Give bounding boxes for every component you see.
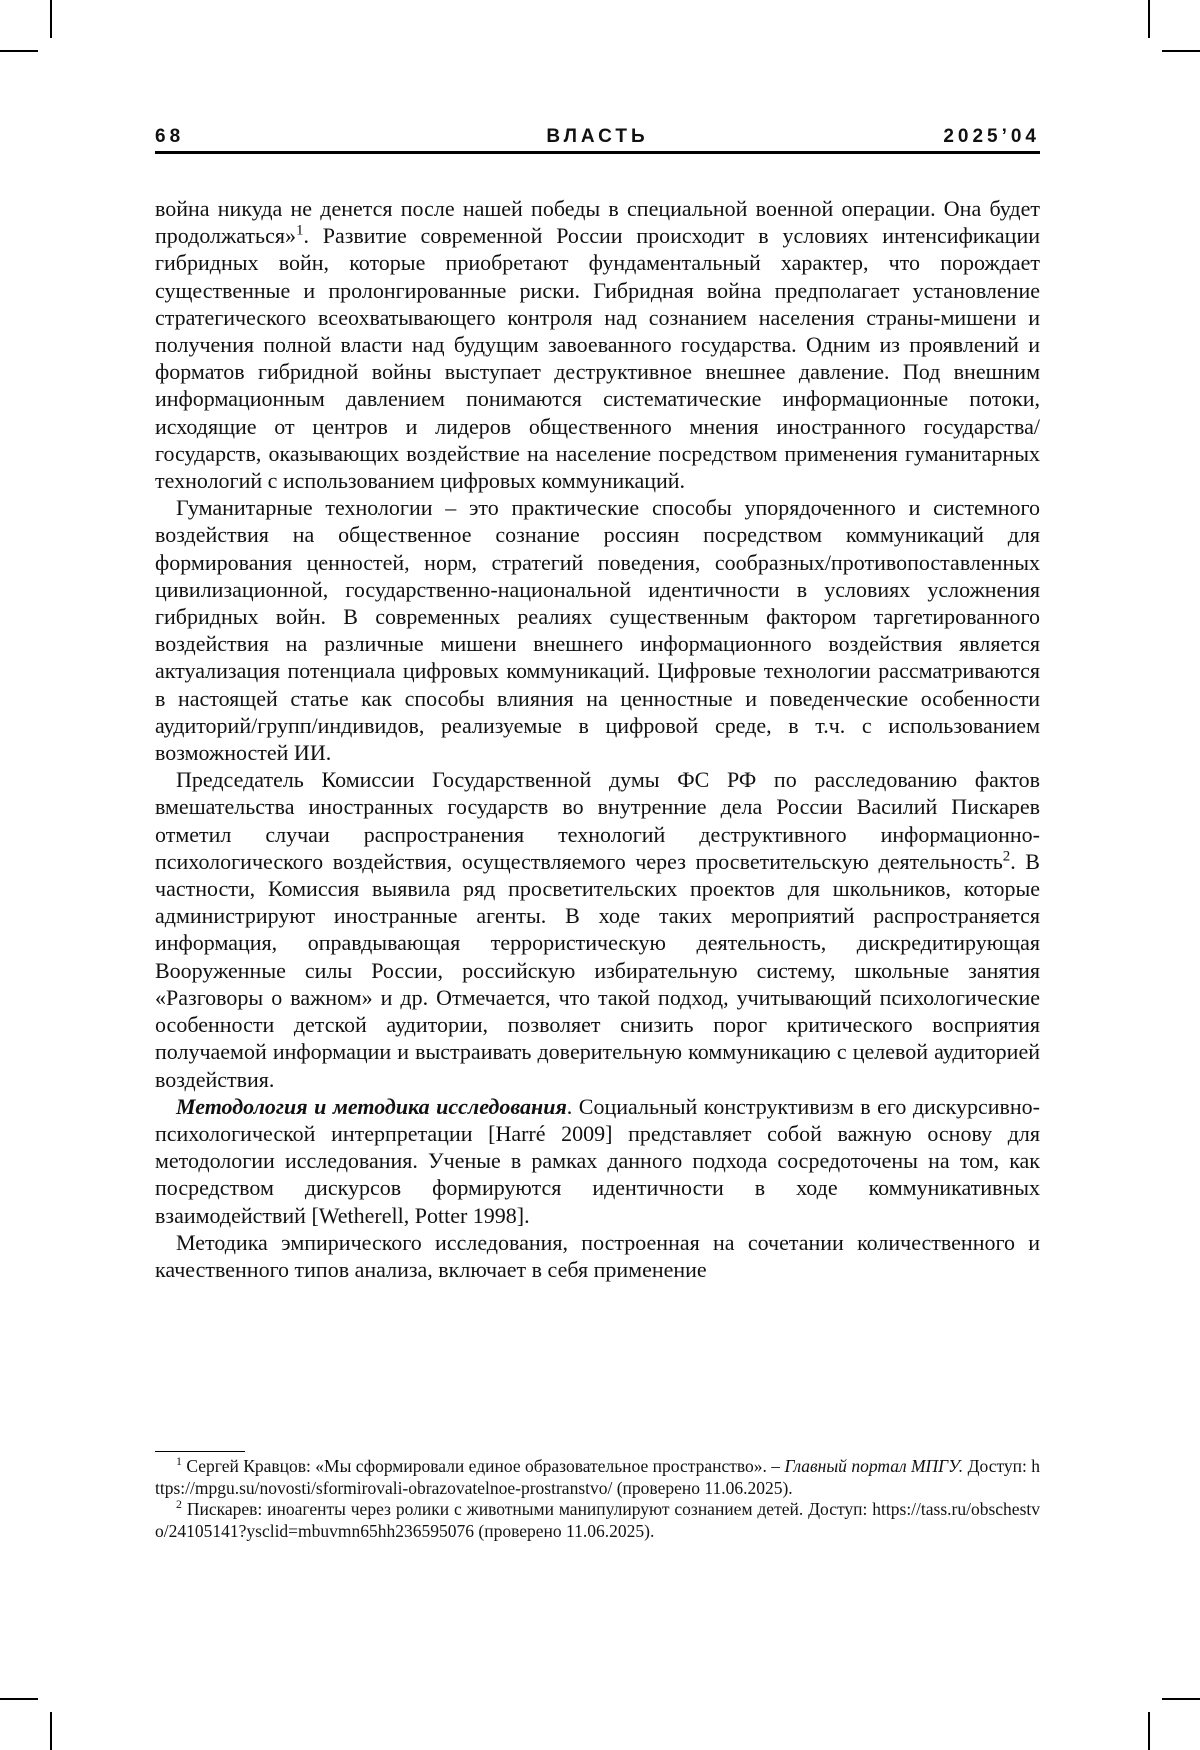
paragraph-2: Гуманитарные технологии – это практические способы упорядоченного и системного воздействия на общественное сознание россиян посредством коммуникаций для формирования ценностей, норм, стратегий поведения, сообразных/противопоставленных цивилизационной, государственно-национальной идентичности в условиях усложнения гибридных войн. В современных реалиях существенным фактором таргетированного воздействия на различные мишени внешнего информационного воздействия является актуализация потенциала цифровых коммуникаций. Цифровые технологии рассматриваются в настоящей статье как способы влияния на ценностные и поведенческие особенности аудиторий/групп/индивидов, реализуемые в цифровой среде, в т.ч. с использованием возможностей ИИ. <box>155 495 1040 766</box>
footnote-1-text-b: Доступ: https://mpgu.su/novosti/sformirovali-obrazovatelnoe-prostranstvo/ (проверено 11.06.2025). <box>155 1456 1040 1498</box>
footnote-1 <box>155 1456 1040 1499</box>
footnote-1-source: Главный портал МПГУ. <box>784 1456 964 1476</box>
paragraph-3-text-a: Председатель Комиссии Государственной думы ФС РФ по расследованию фактов вмешательства иностранных государств во внутренние дела России Василий Пискарев отметил случаи распространения технологий деструктивного информационно-психологического воздействия, осуществляемого через просветительскую деятельность <box>155 767 1040 874</box>
crop-mark-bottom-left-vertical <box>50 1712 52 1750</box>
crop-mark-top-left-vertical <box>50 0 52 38</box>
paragraph-3 <box>155 766 1040 1092</box>
footnote-2-number: 2 <box>176 1497 182 1512</box>
footnote-ref-1[interactable]: 1 <box>295 222 304 239</box>
footnote-ref-2[interactable]: 2 <box>1002 848 1011 865</box>
footnote-1-text-a: Сергей Кравцов: «Мы сформировали единое образовательное пространство». – <box>181 1456 785 1476</box>
crop-mark-bottom-right-horizontal <box>1162 1698 1200 1700</box>
crop-mark-bottom-right-vertical <box>1148 1712 1150 1750</box>
crop-mark-top-right-vertical <box>1148 0 1150 38</box>
paragraph-1-text-a: война никуда не денется после нашей победы в специальной военной операции. Она будет продолжаться» <box>155 196 1040 249</box>
paragraph-4-text: . Социальный конструктивизм в его дискурсивно-психологической интерпретации [Harré 2009] представляет собой важную основу для методологии исследования. Ученые в рамках данного подхода сосредоточены на том, как посредством дискурсов формируются идентичности в ходе коммуникативных взаимодействий [Wetherell, Potter 1998]. <box>155 1093 1040 1228</box>
footnote-2 <box>155 1499 1040 1542</box>
paragraph-4 <box>155 1093 1040 1229</box>
paragraph-1 <box>155 195 1040 494</box>
section-heading-methodology: Методология и методика исследования <box>176 1093 567 1119</box>
crop-mark-top-left-horizontal <box>0 50 38 52</box>
crop-mark-top-right-horizontal <box>1162 50 1200 52</box>
crop-mark-bottom-left-horizontal <box>0 1698 38 1700</box>
journal-title: ВЛАСТЬ <box>546 126 649 147</box>
page-number: 68 <box>155 126 185 147</box>
issue-number: 2025’04 <box>943 126 1040 147</box>
paragraph-5: Методика эмпирического исследования, построенная на сочетании количественного и качественного типов анализа, включает в себя применение <box>155 1229 1040 1282</box>
header-rule <box>155 151 1040 154</box>
paragraph-1-text-b: . Развитие современной России происходит в условиях интенсификации гибридных войн, которые приобретают фундаментальный характер, что порождает существенные и пролонгированные риски. Гибридная война предполагает установление стратегического всеохватывающего контроля над сознанием населения страны-мишени и получения полной власти над будущим завоеванного государства. Одним из проявлений и форматов гибридной войны выступает деструктивное внешнее давление. Под внешним информационным давлением понимаются систематические информационные потоки, исходящие от центров и лидеров общественного мнения иностранного государства/государств, оказывающих воздействие на население посредством применения гуманитарных технологий с использованием цифровых коммуникаций. <box>155 223 1040 494</box>
article-body <box>155 195 1040 1283</box>
footnote-rule <box>155 1451 245 1452</box>
paragraph-3-text-b: . В частности, Комиссия выявила ряд просветительских проектов для школьников, которые администрируют иностранные агенты. В ходе таких мероприятий распространяется информация, оправдывающая террористическую деятельность, дискредитирующая Вооруженные силы России, российскую избирательную систему, школьные занятия «Разговоры о важном» и др. Отмечается, что такой подход, учитывающий психологические особенности детской аудитории, позволяет снизить порог критического восприятия получаемой информации и выстраивать доверительную коммуникацию с целевой аудиторией воздействия. <box>155 848 1040 1092</box>
footnote-1-number: 1 <box>176 1454 182 1469</box>
footnotes <box>155 1456 1040 1542</box>
footnote-2-text: Пискарев: иноагенты через ролики с животными манипулируют сознанием детей. Доступ: https://tass.ru/obschestvo/24105141?ysclid=mbuvmn65hh236595076 (проверено 11.06.2025). <box>155 1499 1040 1541</box>
